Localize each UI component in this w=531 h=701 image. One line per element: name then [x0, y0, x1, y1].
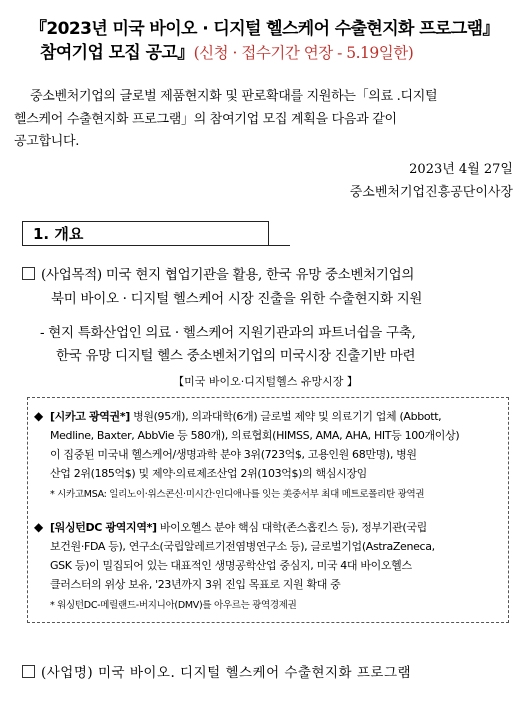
chicago-body [50, 407, 506, 504]
diamond-bullet-icon: ◆ [34, 520, 43, 534]
purpose-line-2: 북미 바이오 · 디지털 헬스케어 시장 진출을 위한 수출현지화 지원 [51, 291, 423, 307]
dc-body [50, 518, 506, 615]
chicago-text: 병원(95개), 의과대학(6개) 글로벌 제약 및 의료기기 업체 (Abbott, [133, 410, 442, 423]
announcement-date: 2023년 4월 27일 [409, 162, 513, 177]
square-bullet-icon [22, 267, 35, 280]
section-heading-text: 1. 개요 [33, 225, 84, 243]
chicago-line: Medline, Baxter, AbbVie 등 580개), 의료협회(HIMSS, AMA, AHA, HIT등 100개이상) [50, 429, 460, 442]
intro-paragraph [14, 86, 519, 154]
dc-line: 클러스터의 위상 보유, '23년까지 3위 진입 목표로 지원 확대 중 [50, 578, 341, 591]
sub-item-line-2: 한국 유망 디지털 헬스 중소벤처기업의 미국시장 진출기반 마련 [56, 348, 416, 364]
doc-title-line2 [40, 38, 413, 63]
dc-line [50, 518, 506, 537]
square-bullet-icon [22, 665, 35, 678]
dc-footnote: * 워싱턴DC-메릴랜드-버지니아(DMV)를 아우르는 광역경제권 [50, 600, 297, 611]
chicago-line [50, 407, 506, 426]
purpose-line [22, 263, 414, 283]
chicago-line: 이 집중된 미국내 헬스케어/생명과학 분야 3위(723억$, 고용인원 68만명), 병원 [50, 448, 417, 461]
purpose-text: (사업목적) 미국 현지 협업기관을 활용, 한국 유망 중소벤처기업의 [41, 267, 415, 283]
intro-line: 중소벤처기업의 글로벌 제품현지화 및 판로확대를 지원하는「의료 .디지털 [30, 89, 438, 104]
chicago-line: 산업 2위(185억$) 및 제약·의료제조산업 2위(103억$)의 핵심시장임 [50, 467, 367, 480]
intro-line: 헬스케어 수출현지화 프로그램」의 참여기업 모집 계획을 다음과 같이 [14, 111, 397, 127]
intro-line: 공고합니다. [14, 134, 80, 149]
doc-title-deadline-note: (신청 · 접수기간 연장 - 5.19일한) [193, 44, 414, 62]
program-name-text: (사업명) 미국 바이오. 디지털 헬스케어 수출현지화 프로그램 [41, 665, 412, 681]
doc-title-line1: 『2023년 미국 바이오 · 디지털 헬스케어 수출현지화 프로그램』 [30, 19, 499, 39]
dc-line: GSK 등)이 밀집되어 있는 대표적인 생명공학산업 중심지, 미국 4대 바이오헬스 [50, 559, 412, 572]
section-heading-underline [22, 245, 290, 246]
chicago-footnote: * 시카고MSA: 일리노이·위스콘신·미시간·인디애나를 잇는 美중서부 최대 메트로폴리탄 광역권 [50, 489, 425, 500]
market-info-box [27, 397, 509, 623]
chicago-label: [시카고 광역권*] [50, 410, 130, 423]
program-name-line [22, 661, 411, 681]
doc-title-main: 참여기업 모집 공고』 [40, 43, 194, 63]
dc-label: [워싱턴DC 광역지역*] [50, 521, 157, 534]
section-heading [22, 221, 290, 246]
dc-line: 보건원·FDA 등), 연구소(국립알레르기전염병연구소 등), 글로벌기업(AstraZeneca, [50, 540, 435, 553]
sub-item-line: - 현지 특화산업인 의료 · 헬스케어 지원기관과의 파트너쉽을 구축, [40, 325, 416, 341]
issuing-agency: 중소벤처기업진흥공단이사장 [349, 185, 513, 200]
box-caption: 【미국 바이오·디지털헬스 유망시장 】 [173, 375, 358, 388]
dc-text: 바이오헬스 분야 핵심 대학(존스홉킨스 등), 정부기관(국립 [159, 521, 427, 534]
diamond-bullet-icon: ◆ [34, 409, 43, 423]
